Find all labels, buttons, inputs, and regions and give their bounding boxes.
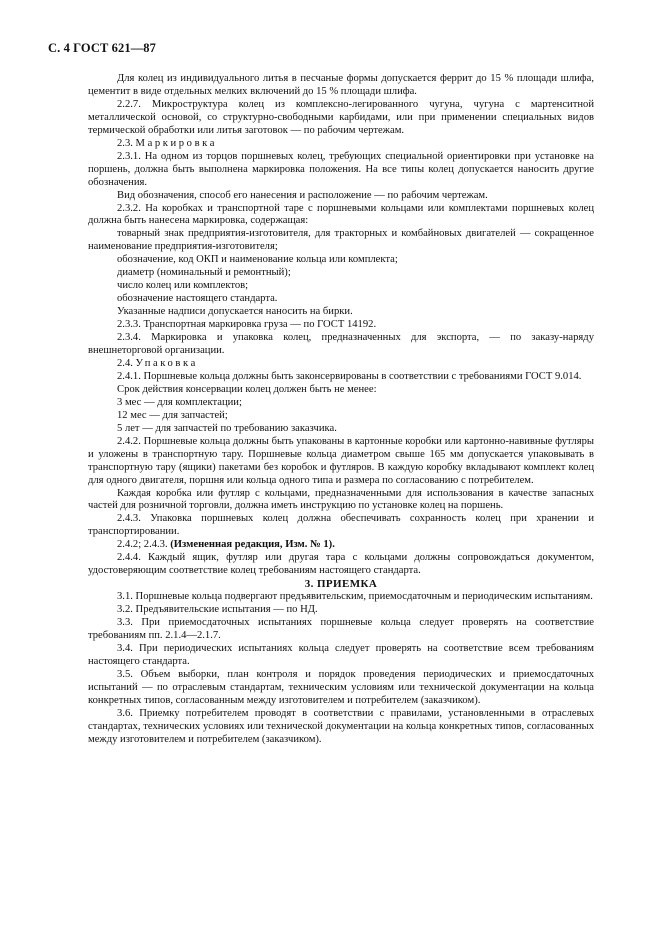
paragraph-3-2: 3.2. Предъявительские испытания — по НД. bbox=[117, 604, 318, 616]
list-item: диаметр (номинальный и ремонтный); bbox=[117, 267, 291, 279]
heading-2-4-number: 2.4. bbox=[117, 357, 133, 369]
list-item: 3 мес — для комплектации; bbox=[117, 396, 242, 408]
paragraph-srok: Срок действия консервации колец должен быть не менее: bbox=[117, 383, 377, 395]
paragraph-2-3-3: 2.3.3. Транспортная маркировка груза — по ГОСТ 14192. bbox=[117, 319, 377, 331]
paragraph-3-1: 3.1. Поршневые кольца подвергают предъявительским, приемосдаточным и периодическим испытаниям. bbox=[117, 591, 593, 603]
document-body bbox=[88, 73, 594, 747]
heading-2-4-title: Упаковка bbox=[135, 357, 198, 369]
heading-2-3-number: 2.3. bbox=[117, 137, 133, 149]
paragraph-3-4: 3.4. При периодических испытаниях кольца следует проверять на соответствие всем требованиям настоящего стандарта. bbox=[88, 642, 594, 667]
paragraph-3-3: 3.3. При приемосдаточных испытаниях поршневые кольца следует проверять на соответствие требованиям пп. 2.1.4—2.1.7. bbox=[88, 617, 594, 641]
page-header: С. 4 ГОСТ 621—87 bbox=[48, 41, 157, 55]
paragraph-2-3-1: 2.3.1. На одном из торцов поршневых колец, требующих специальной ориентировки при установке на поршень, должна быть выполнена маркировка положения. На все типы колец допускается наносить другие обозначения. bbox=[88, 150, 594, 188]
list-item: число колец или комплектов; bbox=[117, 280, 249, 292]
heading-2-3-title: Маркировка bbox=[135, 137, 218, 149]
paragraph-2-4-1: 2.4.1. Поршневые кольца должны быть законсервированы в соответствии с требованиями ГОСТ 9.014. bbox=[117, 370, 582, 382]
paragraph-2-3-4: 2.3.4. Маркировка и упаковка колец, предназначенных для экспорта, — по заказу-наряду внешнеторговой организации. bbox=[88, 332, 594, 357]
paragraph-3-5: 3.5. Объем выборки, план контроля и порядок проведения периодических и приемосдаточных испытаний — по отраслевым стандартам, техническим условиям или технической документации на кольца конкретных типов, согласованным между изготовителем и потребителем (заказчиком). bbox=[88, 668, 594, 706]
list-item: обозначение, код ОКП и наименование кольца или комплекта; bbox=[117, 254, 398, 266]
paragraph-2-2-7: 2.2.7. Микроструктура колец из комплексно-легированного чугуна, чугуна с мартенситной металлической основой, со структурно-свободными карбидами, или при применении специальных видов термической обработки или литья заготовок — по рабочим чертежам. bbox=[88, 98, 594, 136]
section-3-title: 3. ПРИЕМКА bbox=[304, 578, 378, 591]
paragraph-2-4-4: 2.4.4. Каждый ящик, футляр или другая тара с кольцами должны сопровождаться документом, удостоверяющим соответствие колец требованиям настоящего стандарта. bbox=[88, 552, 594, 577]
change-note-ref: 2.4.2; 2.4.3. bbox=[117, 539, 168, 551]
paragraph-ukazannye: Указанные надписи допускается наносить на бирки. bbox=[117, 306, 353, 318]
heading-2-3 bbox=[88, 138, 594, 151]
heading-2-4 bbox=[88, 358, 594, 371]
list-item: 5 лет — для запчастей по требованию заказчика. bbox=[117, 422, 337, 434]
change-note bbox=[88, 539, 594, 552]
change-note-text: (Измененная редакция, Изм. № 1). bbox=[170, 539, 335, 551]
paragraph-2-4-2: 2.4.2. Поршневые кольца должны быть упакованы в картонные коробки или картонно-навивные футляры и уложены в транспортную тару. Поршневые кольца диаметром свыше 165 мм допускается упаковывать в транспортную тару (ящики) пакетами без коробок и футляров. В каждую коробку вкладывают комплект колец для одного двигателя, поршня или кольца одного типа и размера по согласованию с потребителем. bbox=[88, 435, 594, 486]
paragraph-kazhdaya: Каждая коробка или футляр с кольцами, предназначенными для использования в качестве запасных частей для розничной торговли, должна иметь инструкцию по установке колец на поршень. bbox=[88, 487, 594, 512]
list-item: товарный знак предприятия-изготовителя, для тракторных и комбайновых двигателей — сокращенное наименование предприятия-изготовителя; bbox=[88, 228, 594, 253]
paragraph-2-4-3: 2.4.3. Упаковка поршневых колец должна обеспечивать сохранность колец при хранении и транспортировании. bbox=[88, 513, 594, 538]
list-item: 12 мес — для запчастей; bbox=[117, 409, 228, 421]
paragraph-3-6: 3.6. Приемку потребителем проводят в соответствии с правилами, установленными в отраслевых стандартах, технических условиях или технической документации на кольца конкретных типов, согласованных между изготовителем и потребителем (заказчиком). bbox=[88, 707, 594, 745]
paragraph-2-3-2: 2.3.2. На коробках и транспортной таре с поршневыми кольцами или комплектами поршневых колец должна быть нанесена маркировка, содержащая: bbox=[88, 202, 594, 227]
paragraph-vid: Вид обозначения, способ его нанесения и расположение — по рабочим чертежам. bbox=[117, 189, 488, 201]
list-item: обозначение настоящего стандарта. bbox=[117, 293, 278, 305]
paragraph-intro: Для колец из индивидуального литья в песчаные формы допускается феррит до 15 % площади шлифа, цементит в виде отдельных мелких включений до 15 % площади шлифа. bbox=[88, 73, 594, 97]
